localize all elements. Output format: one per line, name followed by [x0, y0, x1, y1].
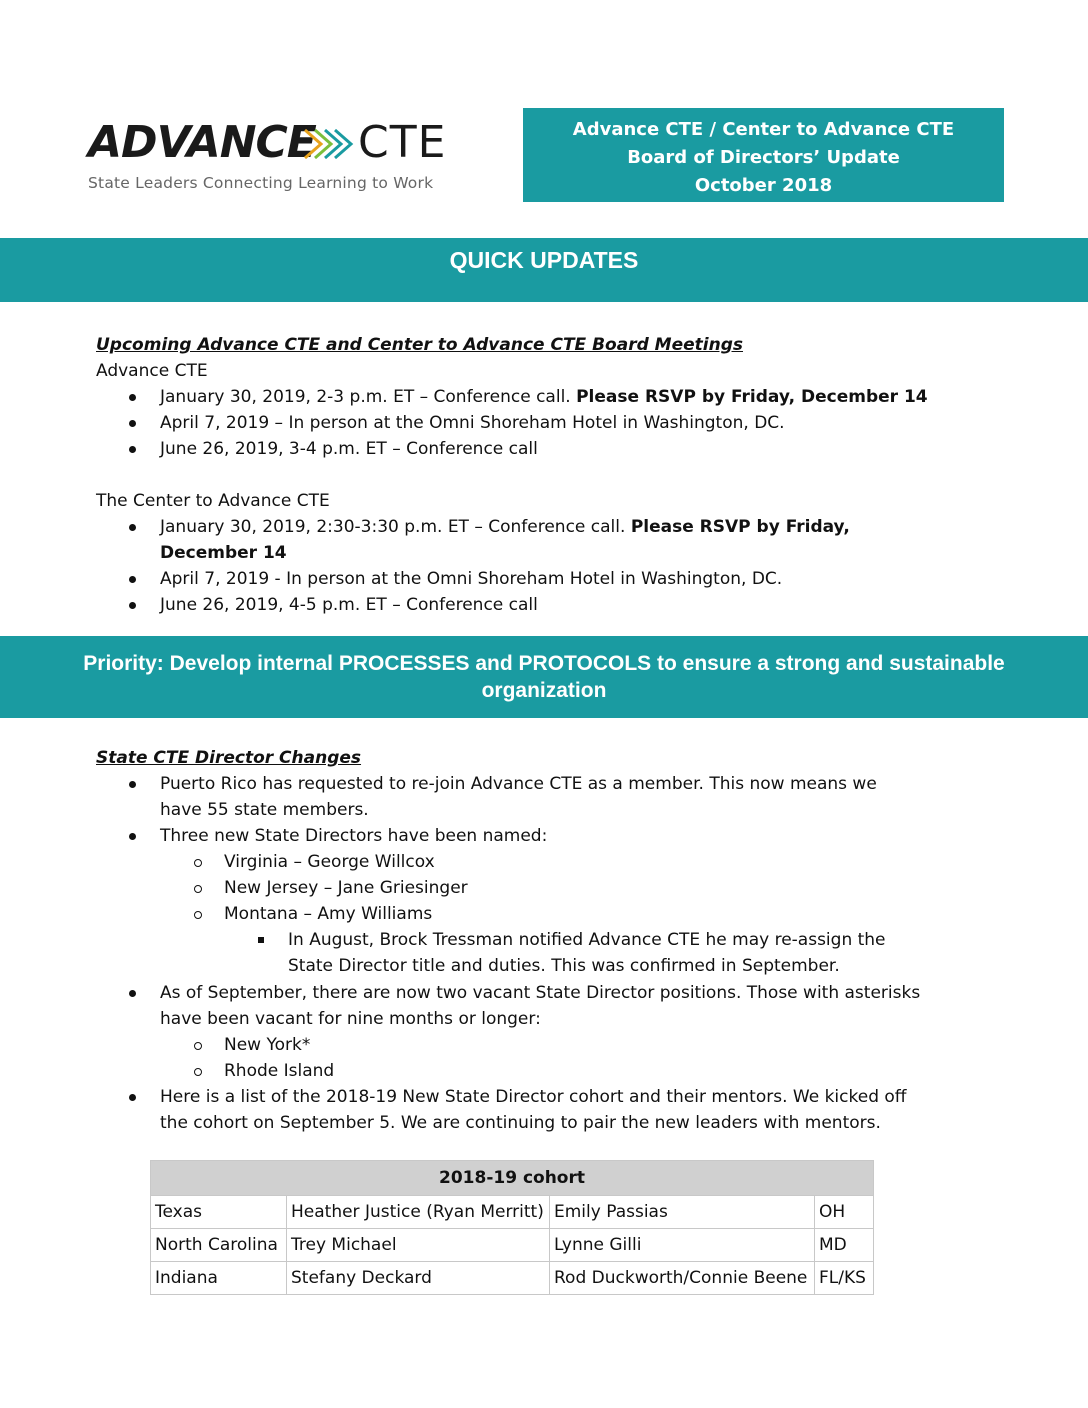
sub-list-item: New Jersey – Jane Griesinger [224, 878, 468, 898]
priority-line-2: organization [481, 679, 607, 702]
sub-list-item: Rhode Island [224, 1061, 335, 1081]
bullet-icon [129, 833, 136, 840]
table-title: 2018-19 cohort [151, 1161, 874, 1196]
advance-cte-logo [88, 118, 448, 208]
table-header-row [151, 1161, 874, 1196]
logo-wordmark: ADVANCE [88, 117, 316, 168]
sub-sub-list-item-continued: State Director title and duties. This was confirmed in September. [288, 956, 840, 976]
bullet-icon [129, 394, 136, 401]
bullet-icon [129, 990, 136, 997]
circle-bullet-icon [194, 859, 202, 867]
header-line-3: October 2018 [694, 175, 833, 196]
table-cell: Trey Michael [287, 1229, 550, 1262]
table-cell: Indiana [151, 1262, 287, 1295]
bullet-icon [129, 524, 136, 531]
chevron-arrows-icon [301, 126, 357, 162]
table-cell: FL/KS [815, 1262, 874, 1295]
list-item-continued: have 55 state members. [160, 800, 369, 820]
sub-sub-list-item: In August, Brock Tressman notified Advance CTE he may re-assign the [288, 930, 886, 950]
circle-bullet-icon [194, 885, 202, 893]
bullet-icon [129, 602, 136, 609]
table-cell: Rod Duckworth/Connie Beene [550, 1262, 815, 1295]
table-row [151, 1229, 874, 1262]
sub-list-item: Virginia – George Willcox [224, 852, 435, 872]
logo-tagline: State Leaders Connecting Learning to Work [88, 174, 434, 192]
priority-line-1: Priority: Develop internal PROCESSES and PROTOCOLS to ensure a strong and sustainable [83, 652, 1005, 675]
director-changes-heading: State CTE Director Changes [96, 748, 362, 768]
circle-bullet-icon [194, 911, 202, 919]
circle-bullet-icon [194, 1042, 202, 1050]
cohort-table [150, 1160, 874, 1295]
bullet-icon [129, 1094, 136, 1101]
list-item-continued: December 14 [160, 543, 287, 563]
header-box [523, 108, 1004, 202]
meetings-heading: Upcoming Advance CTE and Center to Advance CTE Board Meetings [96, 335, 743, 355]
bullet-icon [129, 446, 136, 453]
list-item: Three new State Directors have been named: [160, 826, 548, 846]
table-cell: Heather Justice (Ryan Merritt) [287, 1196, 550, 1229]
header-line-2: Board of Directors’ Update [627, 147, 900, 168]
table-cell: OH [815, 1196, 874, 1229]
square-bullet-icon [258, 937, 264, 943]
list-item: Here is a list of the 2018-19 New State Director cohort and their mentors. We kicked off [160, 1087, 907, 1107]
table-cell: MD [815, 1229, 874, 1262]
table-cell: Stefany Deckard [287, 1262, 550, 1295]
list-item: January 30, 2019, 2:30-3:30 p.m. ET – Conference call. Please RSVP by Friday, [160, 517, 850, 537]
table-cell: Texas [151, 1196, 287, 1229]
list-item: April 7, 2019 – In person at the Omni Shoreham Hotel in Washington, DC. [160, 413, 785, 433]
quick-updates-band: QUICK UPDATES [0, 238, 1088, 302]
list-item: As of September, there are now two vacant State Director positions. Those with asterisks [160, 983, 921, 1003]
bullet-icon [129, 420, 136, 427]
sub-list-item: Montana – Amy Williams [224, 904, 433, 924]
table-cell: North Carolina [151, 1229, 287, 1262]
list-item: Puerto Rico has requested to re-join Advance CTE as a member. This now means we [160, 774, 877, 794]
logo-cte: CTE [358, 117, 447, 168]
group2-title: The Center to Advance CTE [96, 491, 330, 511]
header-line-1: Advance CTE / Center to Advance CTE [572, 119, 955, 140]
list-item: April 7, 2019 - In person at the Omni Shoreham Hotel in Washington, DC. [160, 569, 783, 589]
list-item-continued: have been vacant for nine months or longer: [160, 1009, 541, 1029]
circle-bullet-icon [194, 1068, 202, 1076]
list-item-continued: the cohort on September 5. We are continuing to pair the new leaders with mentors. [160, 1113, 881, 1133]
table-row [151, 1262, 874, 1295]
priority-band [0, 636, 1088, 718]
group1-title: Advance CTE [96, 361, 208, 381]
table-cell: Emily Passias [550, 1196, 815, 1229]
bullet-icon [129, 781, 136, 788]
table-row [151, 1196, 874, 1229]
bullet-icon [129, 576, 136, 583]
sub-list-item: New York* [224, 1035, 311, 1055]
list-item: June 26, 2019, 4-5 p.m. ET – Conference call [160, 595, 538, 615]
table-cell: Lynne Gilli [550, 1229, 815, 1262]
list-item: January 30, 2019, 2-3 p.m. ET – Conference call. Please RSVP by Friday, December 14 [160, 387, 928, 407]
list-item: June 26, 2019, 3-4 p.m. ET – Conference call [160, 439, 538, 459]
